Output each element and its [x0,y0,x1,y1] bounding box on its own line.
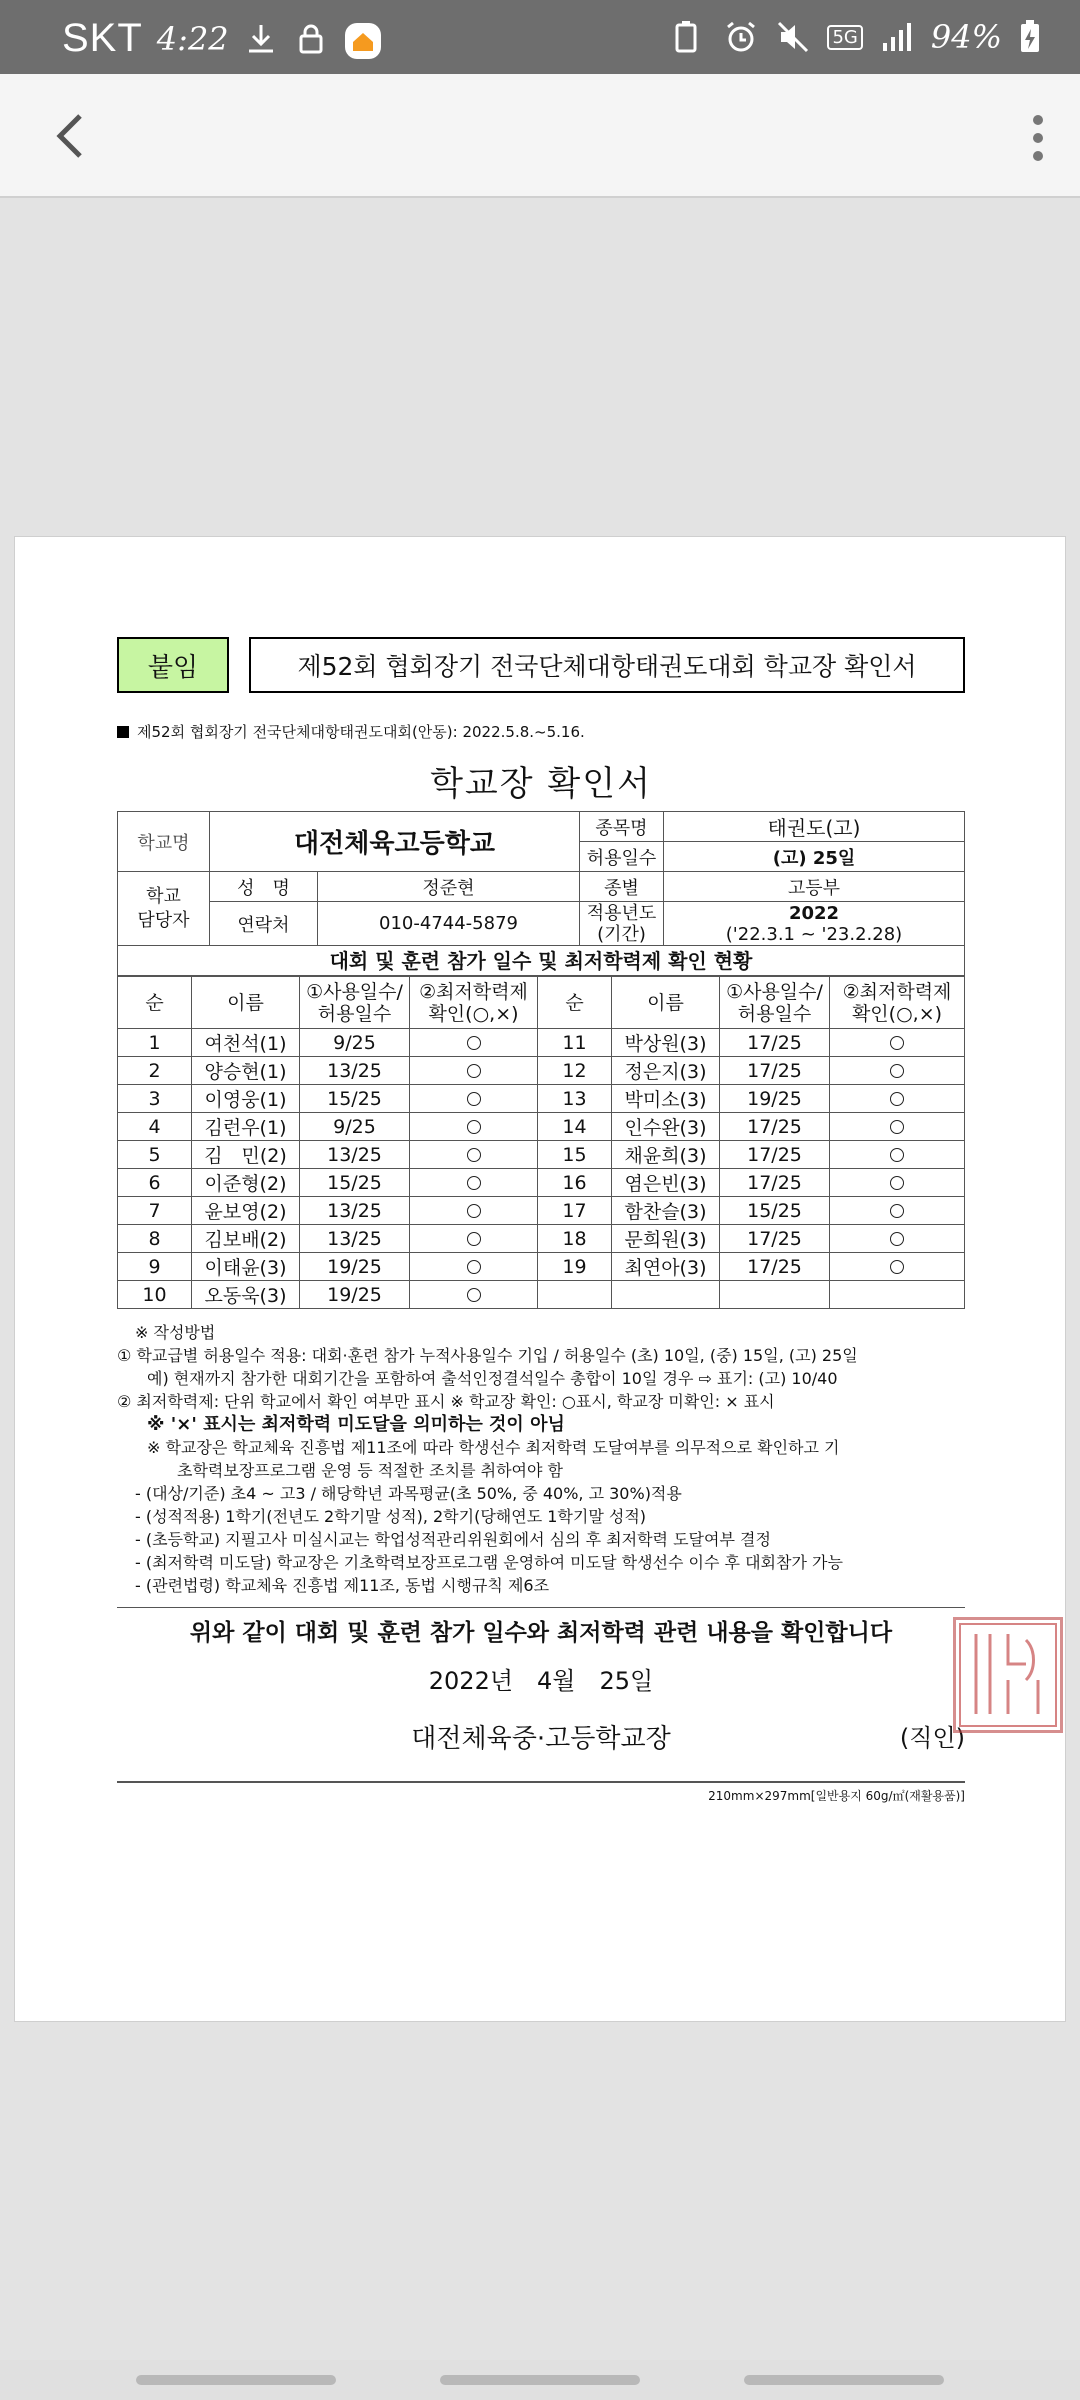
cell-check [830,1085,965,1113]
cell-name: 최연아(3) [612,1253,720,1281]
cell-name: 김 민(2) [192,1141,300,1169]
cell-check [830,1253,965,1281]
cell-check [830,1197,965,1225]
cell-no: 8 [118,1225,192,1253]
cell-no: 19 [538,1253,612,1281]
cell-no: 2 [118,1057,192,1085]
document-header [117,637,965,693]
cell-name: 양승현(1) [192,1057,300,1085]
attachment-tag: 붙임 [117,637,229,693]
battery-saver-icon [671,19,707,55]
cell-check [410,1197,538,1225]
cell-name: 김런우(1) [192,1113,300,1141]
table-row [118,1253,965,1281]
col-name-left: 이름 [192,977,300,1029]
intro-line [117,721,965,742]
cell-used: 15/25 [300,1169,410,1197]
app-bar [0,74,1080,198]
year-value: 2022 [788,902,840,924]
class-value: 고등부 [664,872,965,902]
cell-used: 17/25 [720,1029,830,1057]
cell-check [830,1057,965,1085]
cell-check [830,1225,965,1253]
alarm-icon [723,19,759,55]
cell-check [410,1141,538,1169]
clock: 4:22 [156,19,229,58]
class-label: 종별 [580,872,664,902]
document-page[interactable] [14,536,1066,2022]
cell-used: 17/25 [720,1169,830,1197]
network-5g-badge: 5G [827,25,862,50]
cell-name: 염은빈(3) [612,1169,720,1197]
cell-check [410,1169,538,1197]
nav-home-button[interactable] [440,2375,640,2385]
official-seal-stamp [953,1617,1063,1733]
school-label: 학교명 [118,812,210,872]
cell-name: 이태윤(3) [192,1253,300,1281]
name-label: 성 명 [210,872,318,902]
confirm-statement: 위와 같이 대회 및 훈련 참가 일수와 최저학력 관련 내용을 확인합니다 [117,1607,965,1647]
note-1: ① 학교급별 허용일수 적용: 대회·훈련 참가 누적사용일수 기입 / 허용일수 (초) 10일, (중) 15일, (고) 25일 [117,1346,858,1365]
manager-label: 학교 담당자 [118,872,210,946]
cell-used: 13/25 [300,1225,410,1253]
note-8: - (최저학력 미도달) 학교장은 기초학력보장프로그램 운영하여 미도달 학생선수 이수 후 대회참가 가능 [135,1553,843,1572]
cell-used: 9/25 [300,1029,410,1057]
note-4: ※ 학교장은 학교체육 진흥법 제11조에 따라 학생선수 최저학력 도달여부를 의무적으로 확인하고 기 [147,1438,840,1457]
principal-title: 대전체육중·고등학교장 [411,1724,671,1754]
cell-check [410,1281,538,1309]
cell-used [720,1281,830,1309]
cell-no: 9 [118,1253,192,1281]
cell-used: 17/25 [720,1113,830,1141]
circle-mark-icon [890,1232,904,1246]
circle-mark-icon [467,1092,481,1106]
year-label: 적용년도 (기간) [580,902,664,946]
signal-icon [879,19,915,55]
circle-mark-icon [467,1176,481,1190]
status-bar [0,0,1080,74]
roster-table [117,976,965,1309]
col-no-right: 순 [538,977,612,1029]
cell-no [538,1281,612,1309]
cell-check [410,1113,538,1141]
battery-charging-icon [1018,19,1054,55]
cell-check [410,1085,538,1113]
cell-no: 4 [118,1113,192,1141]
circle-mark-icon [890,1064,904,1078]
note-3: ※ '×' 표시는 최저학력 미도달을 의미하는 것이 아님 [147,1414,565,1435]
square-bullet-icon [117,726,129,738]
cell-used: 17/25 [720,1225,830,1253]
issue-date: 2022년 4월 25일 [428,1667,654,1695]
table-row [118,1029,965,1057]
cell-used: 19/25 [300,1281,410,1309]
back-button[interactable] [40,104,104,168]
circle-mark-icon [467,1260,481,1274]
cell-no: 15 [538,1141,612,1169]
lock-icon [293,21,329,57]
cell-name: 이준형(2) [192,1169,300,1197]
navigation-bar [0,2360,1080,2400]
cell-check [830,1113,965,1141]
cell-check [410,1029,538,1057]
principal-line [117,1718,965,1755]
cell-name: 김보배(2) [192,1225,300,1253]
note-7: - (초등학교) 지필고사 미실시교는 학업성적관리위원회에서 심의 후 최저학력 도달여부 결정 [135,1530,771,1549]
col-check-right: ②최저학력제 확인(○,×) [830,977,965,1029]
cell-no: 6 [118,1169,192,1197]
school-name: 대전체육고등학교 [210,812,580,872]
cell-check [830,1281,965,1309]
cell-name: 문희원(3) [612,1225,720,1253]
cell-used: 9/25 [300,1113,410,1141]
cell-check [830,1141,965,1169]
seal-tag: (직인) [899,1724,965,1752]
circle-mark-icon [890,1148,904,1162]
section-title: 대회 및 훈련 참가 일수 및 최저학력제 확인 현황 [117,946,965,976]
more-vert-icon [1022,106,1054,170]
chevron-left-icon [40,104,104,168]
contact-value: 010-4744-5879 [318,902,580,946]
circle-mark-icon [467,1204,481,1218]
event-value: 태권도(고) [664,812,965,842]
info-table [117,811,965,946]
cell-name [612,1281,720,1309]
cell-name: 함찬슬(3) [612,1197,720,1225]
cell-used: 19/25 [720,1085,830,1113]
cell-no: 18 [538,1225,612,1253]
col-used-right: ①사용일수/ 허용일수 [720,977,830,1029]
cell-name: 채윤희(3) [612,1141,720,1169]
circle-mark-icon [890,1204,904,1218]
cell-no: 5 [118,1141,192,1169]
roster-body [118,1029,965,1309]
table-row [118,1281,965,1309]
cell-no: 1 [118,1029,192,1057]
home-app-icon [343,21,379,57]
note-2: ② 최저학력제: 단위 학교에서 확인 여부만 표시 ※ 학교장 확인: ○표시, 학교장 미확인: × 표시 [117,1392,775,1411]
cell-no: 14 [538,1113,612,1141]
cell-name: 이영웅(1) [192,1085,300,1113]
circle-mark-icon [467,1120,481,1134]
circle-mark-icon [467,1064,481,1078]
circle-mark-icon [890,1260,904,1274]
event-label: 종목명 [580,812,664,842]
circle-mark-icon [467,1148,481,1162]
nav-back-button[interactable] [744,2375,944,2385]
table-row [118,1197,965,1225]
circle-mark-icon [467,1036,481,1050]
cell-used: 15/25 [300,1085,410,1113]
cell-no: 11 [538,1029,612,1057]
cell-name: 박상원(3) [612,1029,720,1057]
table-row [118,1113,965,1141]
cell-used: 19/25 [300,1253,410,1281]
cell-name: 박미소(3) [612,1085,720,1113]
note-1b: 예) 현재까지 참가한 대회기간을 포함하여 출석인정결석일수 총합이 10일 경우 ⇨ 표기: (고) 10/40 [147,1369,838,1388]
cell-used: 17/25 [720,1141,830,1169]
circle-mark-icon [890,1120,904,1134]
days-label: 허용일수 [580,842,664,872]
more-options-button[interactable] [1022,106,1054,170]
paper-spec: 210mm×297mm[일반용지 60g/㎡(재활용품)] [117,1781,965,1804]
note-9: - (관련법령) 학교체육 진흥법 제11조, 동법 시행규칙 제6조 [135,1576,550,1595]
download-icon [243,21,279,57]
cell-check [410,1253,538,1281]
circle-mark-icon [890,1036,904,1050]
notes-section [117,1321,965,1597]
circle-mark-icon [467,1288,481,1302]
cell-used: 13/25 [300,1141,410,1169]
circle-mark-icon [467,1232,481,1246]
main-title: 학교장 확인서 [430,764,652,804]
cell-used: 13/25 [300,1057,410,1085]
cell-check [410,1225,538,1253]
cell-name: 여천석(1) [192,1029,300,1057]
year-cell [664,902,965,946]
col-no-left: 순 [118,977,192,1029]
header-title: 제52회 협회장기 전국단체대항태권도대회 학교장 확인서 [249,637,965,693]
mute-icon [775,19,811,55]
table-row [118,1057,965,1085]
cell-no: 7 [118,1197,192,1225]
col-name-right: 이름 [612,977,720,1029]
notes-heading: ※ 작성방법 [135,1323,216,1342]
carrier-label: SKT [62,16,143,60]
note-6: - (성적적용) 1학기(전년도 2학기말 성적), 2학기(당해연도 1학기말 성적) [135,1507,647,1526]
cell-name: 인수완(3) [612,1113,720,1141]
battery-percent: 94% [930,18,1002,56]
cell-no: 17 [538,1197,612,1225]
note-4b: 초학력보장프로그램 운영 등 적절한 조치를 취하여야 함 [177,1461,564,1480]
cell-used: 17/25 [720,1057,830,1085]
name-value: 정준현 [318,872,580,902]
cell-check [830,1169,965,1197]
year-period: ('22.3.1 ~ '23.2.28) [725,923,903,945]
nav-recents-button[interactable] [136,2375,336,2385]
note-5: - (대상/기준) 초4 ~ 고3 / 해당학년 과목평균(초 50%, 중 40%, 고 30%)적용 [135,1484,682,1503]
cell-name: 오동욱(3) [192,1281,300,1309]
cell-used: 17/25 [720,1253,830,1281]
cell-used: 15/25 [720,1197,830,1225]
cell-check [830,1029,965,1057]
cell-no: 16 [538,1169,612,1197]
circle-mark-icon [890,1176,904,1190]
cell-no: 13 [538,1085,612,1113]
cell-name: 정은지(3) [612,1057,720,1085]
table-row [118,1225,965,1253]
cell-used: 13/25 [300,1197,410,1225]
cell-no: 12 [538,1057,612,1085]
cell-no: 3 [118,1085,192,1113]
circle-mark-icon [890,1092,904,1106]
days-value: (고) 25일 [664,842,965,872]
table-row [118,1141,965,1169]
table-row [118,1085,965,1113]
col-check-left: ②최저학력제 확인(○,×) [410,977,538,1029]
intro-text: 제52회 협회장기 전국단체대항태권도대회(안동): 2022.5.8.~5.16. [137,723,585,741]
table-row [118,1169,965,1197]
cell-check [410,1057,538,1085]
cell-name: 윤보영(2) [192,1197,300,1225]
col-used-left: ①사용일수/ 허용일수 [300,977,410,1029]
cell-no: 10 [118,1281,192,1309]
contact-label: 연락처 [210,902,318,946]
